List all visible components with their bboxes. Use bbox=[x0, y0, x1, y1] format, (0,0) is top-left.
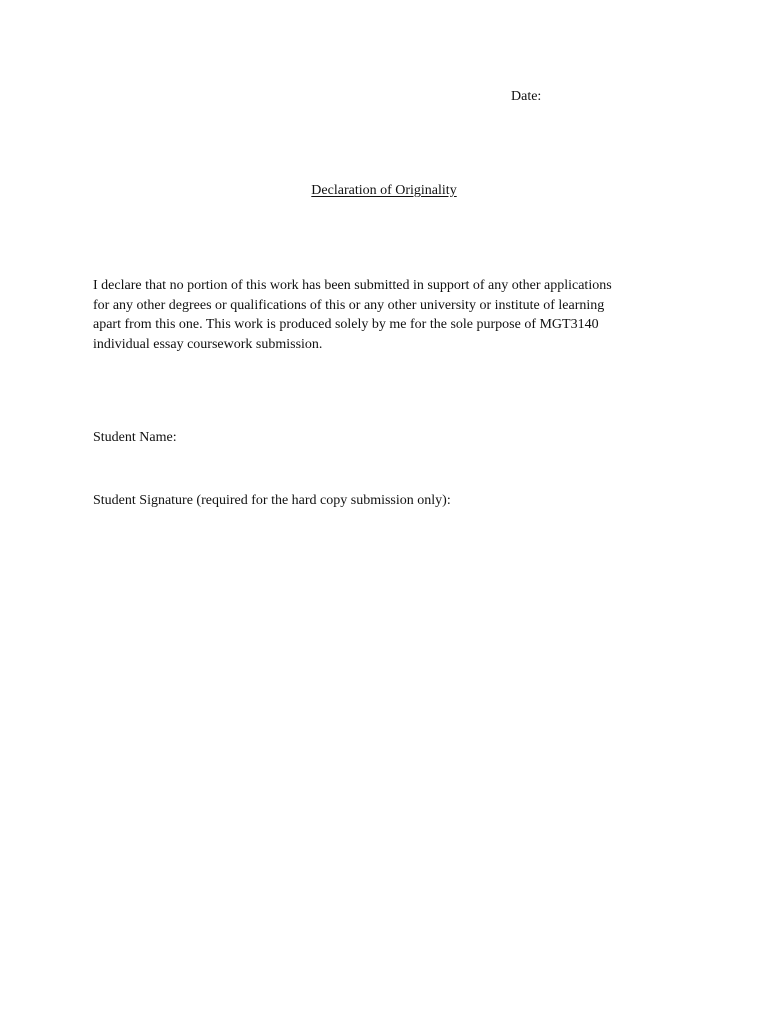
student-name-label: Student Name: bbox=[93, 430, 177, 445]
declaration-line-3: apart from this one. This work is produced solely by me for the sole purpose of MGT3140 bbox=[93, 317, 599, 332]
declaration-line-1: I declare that no portion of this work has been submitted in support of any other applications bbox=[93, 278, 612, 293]
date-label: Date: bbox=[511, 89, 542, 104]
document-title: Declaration of Originality bbox=[311, 183, 457, 198]
document-title-container bbox=[0, 182, 768, 200]
declaration-paragraph bbox=[93, 276, 683, 354]
student-signature-label: Student Signature (required for the hard copy submission only): bbox=[93, 493, 451, 508]
declaration-line-2: for any other degrees or qualifications of this or any other university or institute of learning bbox=[93, 297, 605, 313]
declaration-line-4: individual essay coursework submission. bbox=[93, 336, 323, 352]
